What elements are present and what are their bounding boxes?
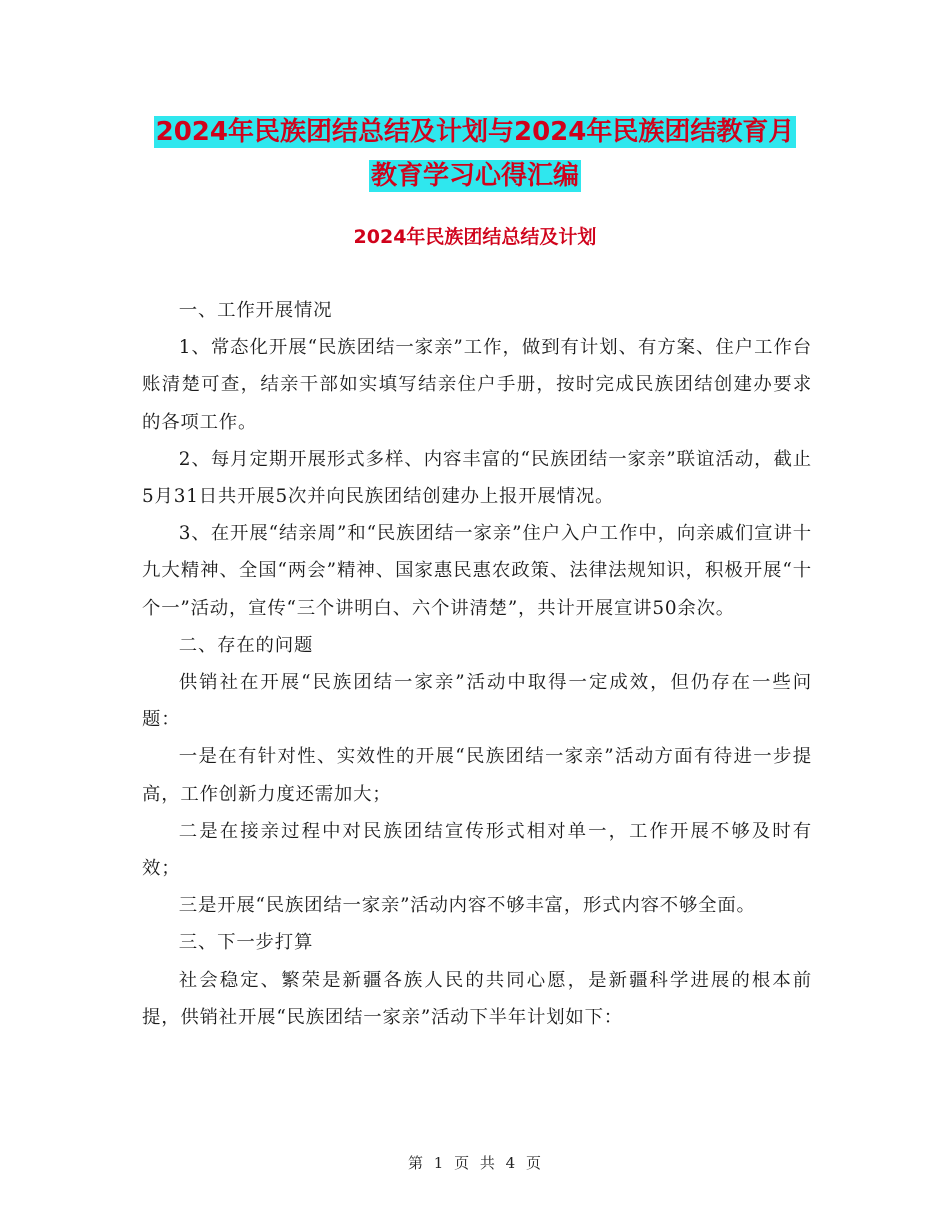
paragraph-item-3: 3、在开展“结亲周”和“民族团结一家亲”住户入户工作中，向亲戚们宣讲十九大精神、全国“两会”精神、国家惠民惠农政策、法律法规知识，积极开展“十个一”活动，宣传“三个讲明白、六个讲清楚”，共计开展宣讲50余次。 [142, 523, 812, 619]
document-title-text-1: 2024年民族团结总结及计划与2024年民族团结教育月 [155, 117, 795, 147]
heading-problems: 二、存在的问题 [178, 634, 314, 656]
paragraph-next-steps: 社会稳定、繁荣是新疆各族人民的共同心愿，是新疆科学进展的根本前提，供销社开展“民族团结一家亲”活动下半年计划如下： [142, 969, 812, 1028]
paragraph-problems-intro: 供销社在开展“民族团结一家亲”活动中取得一定成效，但仍存在一些问题： [142, 672, 812, 731]
document-title-text-2: 教育学习心得汇编 [370, 161, 579, 191]
heading-work-progress: 一、工作开展情况 [178, 300, 333, 321]
document-title-line-1 [0, 110, 950, 154]
paragraph-problem-3: 三是开展“民族团结一家亲”活动内容不够丰富，形式内容不够全面。 [178, 895, 756, 917]
paragraph-item-1: 1、常态化开展“民族团结一家亲”工作，做到有计划、有方案、住户工作台账清楚可查，结亲干部如实填写结亲住户手册，按时完成民族团结创建办要求的各项工作。 [142, 337, 812, 433]
paragraph-problem-1: 一是在有针对性、实效性的开展“民族团结一家亲”活动方面有待进一步提高，工作创新力度还需加大； [142, 746, 812, 805]
heading-next-steps: 三、下一步打算 [178, 932, 314, 954]
page-number-footer: 第 1 页 共 4 页 [408, 1154, 542, 1172]
paragraph-item-2: 2、每月定期开展形式多样、内容丰富的“民族团结一家亲”联谊活动，截止5月31日共开展5次并向民族团结创建办上报开展情况。 [142, 448, 812, 508]
paragraph-problem-2: 二是在接亲过程中对民族团结宣传形式相对单一，工作开展不够及时有效； [142, 820, 812, 880]
document-title-line-2 [0, 154, 950, 198]
section-title: 2024年民族团结总结及计划 [353, 226, 597, 248]
document-body [142, 292, 812, 1036]
